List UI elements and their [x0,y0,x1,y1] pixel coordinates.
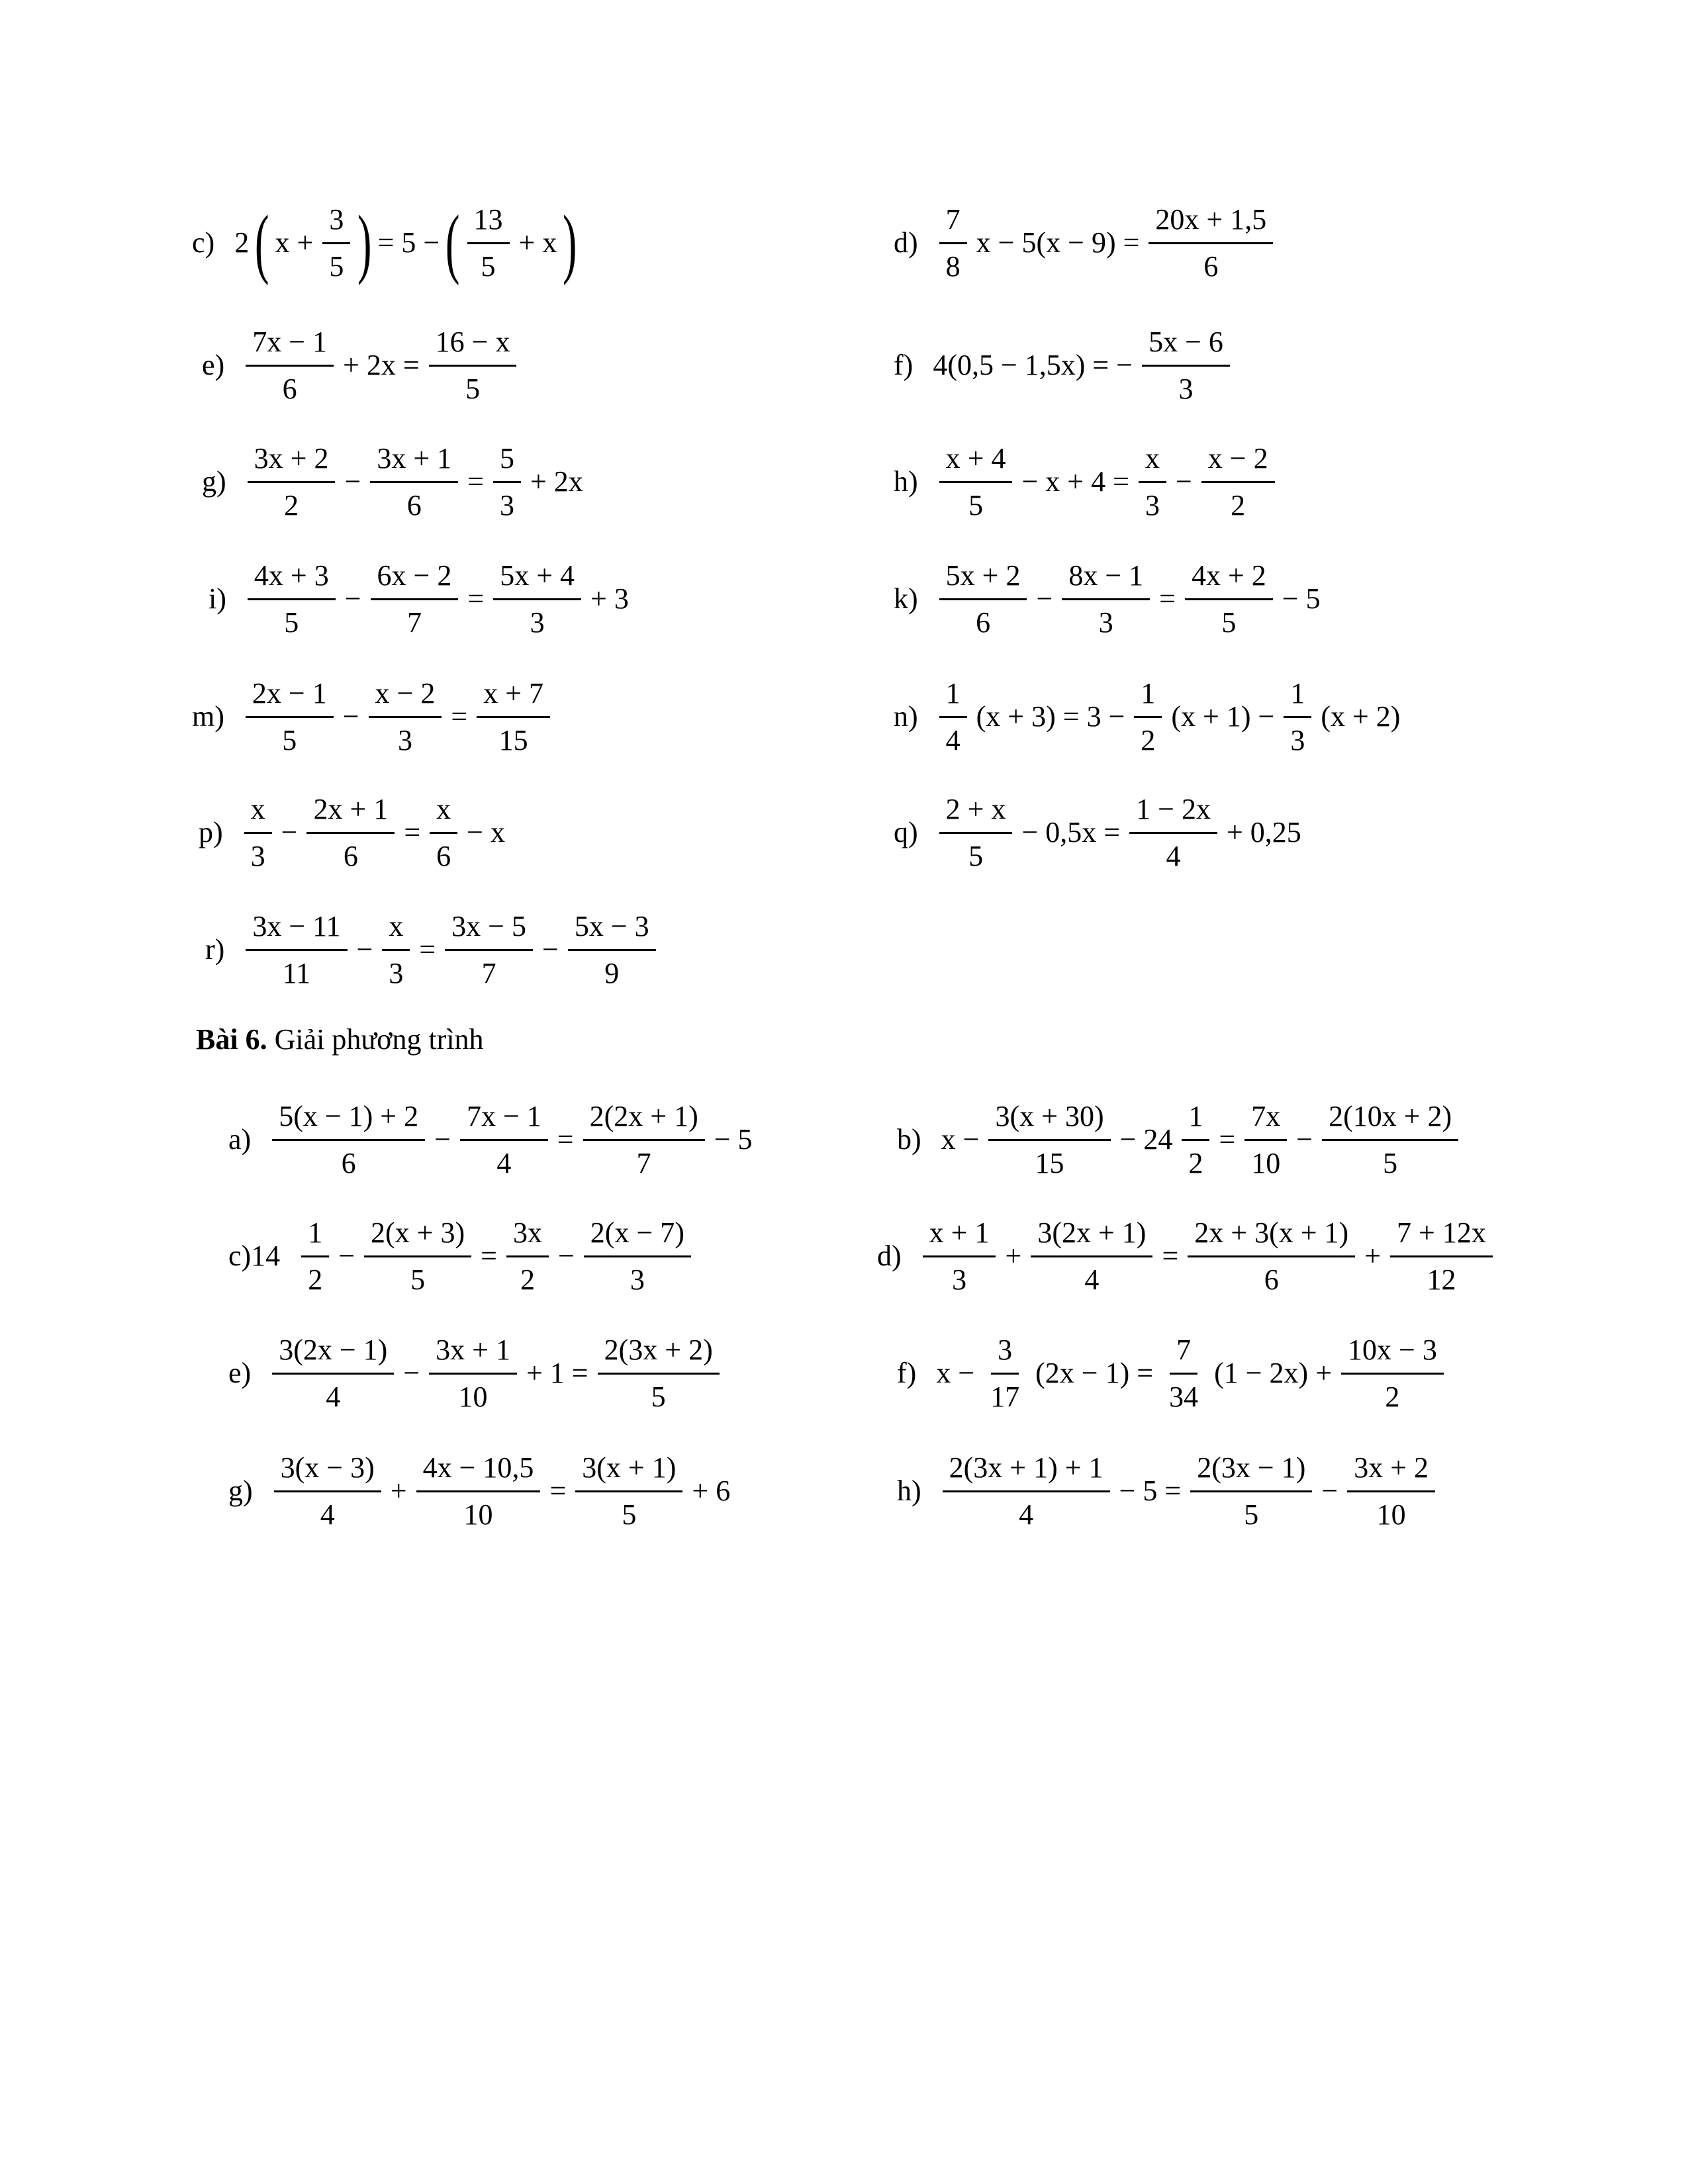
expression-text: − 5 [1282,582,1321,615]
fraction [1347,1453,1435,1529]
fraction-denominator: 2 [284,488,299,522]
exercise-6-equation-c [228,1210,696,1302]
fraction-numerator: 1 [1182,1102,1209,1141]
fraction-numerator: x − 2 [369,679,442,718]
fraction [1062,561,1150,637]
fraction-numerator: 2(10x + 2) [1322,1102,1458,1141]
fraction [301,1218,329,1295]
fraction-numerator: x [244,795,272,834]
equation-label: a) [228,1123,252,1156]
fraction-denominator: 5 [968,839,984,872]
fraction-numerator: x + 7 [477,679,550,718]
expression-text: − [403,1357,420,1389]
expression-text: (2x − 1) = [1035,1357,1154,1389]
equation-label: d) [894,226,918,259]
fraction [598,1333,720,1413]
expression-text: = [404,816,421,848]
fraction [943,1453,1110,1529]
expression-text: = [1162,1240,1179,1272]
fraction-denominator: 5 [282,723,297,756]
fraction-numerator: 1 [1284,679,1311,718]
expression-text: = [419,933,436,966]
fraction-numerator: 3x + 1 [429,1336,517,1375]
exercise-6-equation-e [228,1327,725,1420]
exercise-6-instruction: Giải phương trình [267,1023,484,1056]
expression-text: 2 [234,226,250,259]
fraction-denominator: 5 [465,372,481,405]
fraction-denominator: 3 [1290,723,1305,756]
fraction-denominator: 10 [1376,1498,1406,1531]
fraction [248,561,336,637]
exercise-5-equation-i [209,553,633,645]
expression-text: − 24 [1119,1123,1173,1156]
fraction-numerator: 3(x + 30) [988,1102,1110,1141]
exercise-6-equation-d [877,1210,1498,1302]
exercise-6-equation-b [897,1093,1464,1186]
fraction-numerator: 3x − 5 [445,912,533,951]
fraction [382,909,410,989]
fraction [274,1453,381,1529]
fraction-numerator: 4x − 10,5 [416,1453,541,1492]
fraction [477,676,550,756]
fraction [1134,676,1162,756]
expression-text: = [1219,1123,1236,1156]
fraction [364,1218,471,1295]
fraction-numerator: 3x − 11 [246,912,347,951]
fraction-numerator: x − 2 [1201,444,1275,483]
fraction-numerator: x [430,795,457,834]
exercise-5-equation-m [192,670,555,763]
expression-text: + x [518,226,557,259]
fraction [939,792,1013,872]
expression-text: + [1005,1240,1022,1272]
expression-text: − [356,933,373,966]
expression-text: 4(0,5 − 1,5x) = − [933,349,1133,381]
fraction [1201,441,1275,522]
fraction [939,676,967,756]
parenthesis: ( [445,199,460,286]
fraction [429,1333,517,1413]
exercise-6-heading [196,1023,484,1056]
fraction [246,909,347,989]
fraction [1139,441,1166,522]
fraction-denominator: 5 [622,1498,637,1531]
fraction-denominator: 3 [1098,606,1113,639]
fraction-numerator: 20x + 1,5 [1149,205,1273,244]
exercise-5-equation-f [894,319,1235,412]
fraction [430,792,457,872]
fraction-denominator: 3 [397,723,412,756]
fraction-numerator: 7x − 1 [460,1102,548,1141]
expression-text: (x + 1) − [1171,700,1275,733]
fraction-numerator: 3x + 2 [248,444,336,483]
fraction-denominator: 9 [604,956,620,989]
expression-text: x − [941,1123,980,1156]
fraction-denominator: 4 [1166,839,1181,872]
fraction-numerator: 6x − 2 [371,561,459,600]
fraction [575,1453,682,1529]
expression-text: x + [275,226,314,259]
expression-text: (1 − 2x) + [1214,1357,1333,1389]
fraction-numerator: 3(x + 1) [575,1453,682,1492]
fraction [1190,1453,1312,1529]
exercise-5-equation-k [894,553,1325,645]
exercise-5-equation-e [202,319,522,412]
expression-text: = [467,465,484,498]
fraction-numerator: 5x + 4 [493,561,581,600]
fraction-denominator: 6 [343,839,358,872]
exercise-6-equation-f [897,1327,1449,1420]
expression-text: = [467,582,485,615]
expression-text: x − 5(x − 9) = [976,226,1140,259]
fraction [467,205,510,281]
fraction-numerator: 7 + 12x [1390,1218,1493,1257]
fraction-denominator: 7 [481,956,496,989]
fraction [923,1218,996,1295]
fraction [1149,205,1273,281]
fraction [1142,325,1230,405]
fraction-denominator: 11 [282,956,311,989]
fraction [244,792,272,872]
equation-label: n) [894,700,918,733]
fraction-denominator: 6 [406,488,422,522]
fraction [568,909,656,989]
fraction-numerator: 3 [991,1336,1019,1375]
expression-text: = 5 − [377,226,440,259]
fraction [1185,561,1273,637]
expression-text: − [1321,1475,1338,1507]
fraction-denominator: 4 [320,1498,335,1531]
exercise-5-equation-r [205,903,661,996]
fraction [1188,1218,1355,1295]
fraction-numerator: 3(2x + 1) [1031,1218,1152,1257]
fraction-numerator: 2(x + 3) [364,1218,471,1257]
fraction-denominator: 4 [1084,1263,1100,1296]
fraction [939,561,1027,637]
fraction-denominator: 2 [308,1263,323,1296]
equation-label: k) [894,582,918,615]
equation-label: r) [205,933,225,966]
exercise-5-equation-q [894,786,1305,879]
expression-text: − 5 = [1119,1475,1182,1507]
fraction-denominator: 2 [1188,1146,1203,1179]
fraction-numerator: 7x [1244,1102,1287,1141]
fraction [369,676,442,756]
fraction-denominator: 3 [1145,488,1160,522]
fraction [939,205,967,281]
exercise-5-equation-n [894,670,1404,763]
equation-label: e) [202,349,225,381]
fraction-denominator: 3 [250,839,265,872]
fraction-numerator: 5x − 3 [568,912,656,951]
exercise-6-equation-g [228,1445,734,1537]
fraction-numerator: 2x + 1 [306,795,395,834]
fraction-denominator: 3 [952,1263,967,1296]
fraction-denominator: 2 [520,1263,535,1296]
expression-text: − [338,1240,355,1272]
fraction-denominator: 5 [329,250,344,283]
equation-label: c) [192,226,215,259]
fraction [493,441,521,522]
fraction-denominator: 2 [1141,723,1156,756]
fraction-numerator: x [382,912,410,951]
fraction-numerator: 1 [301,1218,329,1257]
fraction-denominator: 10 [463,1498,493,1531]
fraction-numerator: 5(x − 1) + 2 [272,1102,425,1141]
fraction-numerator: 5x + 2 [939,561,1027,600]
fraction-denominator: 34 [1169,1380,1199,1413]
parenthesis: ( [255,199,269,286]
fraction [1182,1099,1209,1179]
expression-text: + [1364,1240,1382,1272]
fraction-denominator: 5 [1244,1498,1259,1531]
fraction [1129,792,1217,872]
fraction [1322,1099,1458,1179]
fraction [988,1099,1110,1179]
fraction-denominator: 5 [284,606,299,639]
equation-label: c)14 [228,1240,281,1272]
expression-text: − [1175,465,1192,498]
fraction-denominator: 7 [406,606,422,639]
fraction-numerator: 13 [467,205,510,244]
fraction-numerator: 2(2x + 1) [583,1102,705,1141]
fraction-numerator: 2x + 3(x + 1) [1188,1218,1355,1257]
fraction-numerator: x [1139,444,1166,483]
fraction-denominator: 5 [968,488,984,522]
fraction-denominator: 12 [1427,1263,1456,1296]
expression-text: − 0,5x = [1021,816,1121,848]
equation-label: f) [894,349,914,381]
expression-text: − x [467,816,505,848]
fraction [322,205,350,281]
fraction-denominator: 5 [1383,1146,1398,1179]
fraction-denominator: 2 [1231,488,1246,522]
expression-text: − [344,465,361,498]
expression-text: − x + 4 = [1021,465,1129,498]
fraction-denominator: 7 [636,1146,651,1179]
equation-label: q) [894,816,918,848]
fraction-numerator: 2 + x [939,795,1013,834]
expression-text: = [481,1240,497,1272]
fraction-numerator: 2x − 1 [246,679,334,718]
fraction-denominator: 6 [282,372,297,405]
fraction-numerator: 1 − 2x [1129,795,1217,834]
fraction-denominator: 3 [1178,372,1194,405]
fraction-denominator: 6 [976,606,991,639]
fraction-denominator: 6 [341,1146,356,1179]
expression-text: + 2x [530,465,583,498]
exercise-6-equation-a [228,1093,757,1186]
fraction [1244,1099,1287,1179]
fraction-numerator: 2(3x + 1) + 1 [943,1453,1110,1492]
fraction-denominator: 5 [1221,606,1237,639]
fraction-denominator: 4 [326,1380,341,1413]
fraction [371,561,459,637]
fraction-denominator: 15 [498,723,528,756]
fraction [248,441,336,522]
fraction-denominator: 5 [481,250,496,283]
fraction [583,1099,705,1179]
fraction [939,441,1013,522]
fraction-denominator: 3 [530,606,545,639]
fraction-denominator: 3 [630,1263,645,1296]
equation-label: h) [894,465,918,498]
expression-text: + 0,25 [1226,816,1301,848]
expression-text: + 2x = [343,349,420,381]
equation-label: e) [228,1357,252,1389]
fraction-denominator: 10 [458,1380,488,1413]
fraction-denominator: 3 [499,488,514,522]
fraction-numerator: x + 1 [923,1218,996,1257]
equation-label: m) [192,700,224,733]
exercise-5-equation-g [202,435,587,528]
fraction-denominator: 4 [1019,1498,1034,1531]
expression-text: − [1036,582,1053,615]
fraction [506,1218,549,1295]
fraction-denominator: 10 [1251,1146,1281,1179]
expression-text: − [281,816,298,848]
fraction [306,792,395,872]
fraction-denominator: 17 [990,1380,1020,1413]
fraction-numerator: 4x + 3 [248,561,336,600]
fraction-numerator: 1 [939,679,967,718]
exercise-6-number: Bài 6. [196,1023,267,1056]
fraction [493,561,581,637]
fraction-denominator: 6 [436,839,451,872]
fraction-denominator: 2 [1385,1380,1400,1413]
fraction [370,441,458,522]
fraction-numerator: 2(3x − 1) [1190,1453,1312,1492]
fraction-numerator: 7 [939,205,967,244]
expression-text: − 5 [714,1123,753,1156]
parenthesis: ) [357,199,372,286]
fraction-numerator: 10x − 3 [1341,1336,1444,1375]
fraction-denominator: 5 [651,1380,666,1413]
expression-text: − [1296,1123,1313,1156]
fraction-numerator: 3x + 1 [370,444,458,483]
fraction [272,1099,425,1179]
fraction [1284,676,1311,756]
fraction-denominator: 15 [1035,1146,1064,1179]
equation-label: g) [202,465,226,498]
fraction-numerator: 3x [506,1218,549,1257]
fraction-numerator: 5x − 6 [1142,328,1230,367]
equation-label: h) [897,1475,921,1507]
equation-label: g) [228,1475,253,1507]
fraction-numerator: 3x + 2 [1347,1453,1435,1492]
fraction-numerator: 1 [1134,679,1162,718]
fraction-numerator: 7 [1170,1336,1197,1375]
fraction [445,909,533,989]
fraction [460,1099,548,1179]
fraction [1390,1218,1493,1295]
expression-text: − [344,582,361,615]
expression-text: = [451,700,468,733]
fraction-numerator: 2(x − 7) [584,1218,691,1257]
exercise-5-equation-c [192,197,579,289]
fraction-denominator: 8 [945,250,961,283]
expression-text: = [557,1123,574,1156]
fraction [246,676,334,756]
fraction [246,325,334,405]
exercise-5-equation-d [894,197,1278,289]
fraction-denominator: 6 [1264,1263,1279,1296]
fraction-numerator: 5 [493,444,521,483]
expression-text: − [342,700,359,733]
expression-text: − [434,1123,451,1156]
equation-label: p) [199,816,223,848]
fraction [584,1218,691,1295]
fraction-numerator: 3 [322,205,350,244]
fraction-denominator: 3 [389,956,404,989]
fraction-denominator: 4 [945,723,961,756]
expression-text: + 3 [590,582,629,615]
parenthesis: ) [563,199,577,286]
fraction [272,1333,394,1413]
fraction [1341,1333,1444,1413]
exercise-5-equation-h [894,435,1280,528]
fraction-numerator: 3(2x − 1) [272,1336,394,1375]
equation-label: f) [897,1357,917,1389]
expression-text: = [549,1475,567,1507]
expression-text: = [1159,582,1176,615]
expression-text: x − [936,1357,975,1389]
expression-text: − [541,933,559,966]
fraction [1031,1218,1152,1295]
fraction-numerator: 4x + 2 [1185,561,1273,600]
expression-text: − [557,1240,575,1272]
fraction-numerator: 8x − 1 [1062,561,1150,600]
equation-label: d) [877,1240,902,1272]
fraction-numerator: 7x − 1 [246,328,334,367]
equation-label: i) [209,582,226,615]
fraction [416,1453,541,1529]
fraction-numerator: 3(x − 3) [274,1453,381,1492]
fraction-numerator: 2(3x + 2) [598,1336,720,1375]
fraction-denominator: 5 [410,1263,426,1296]
expression-text: + [390,1475,407,1507]
equation-label: b) [897,1123,921,1156]
fraction-numerator: x + 4 [939,444,1013,483]
exercise-5-equation-p [199,786,509,879]
expression-text: + 1 = [526,1357,588,1389]
expression-text: (x + 2) [1321,700,1401,733]
exercise-6-equation-h [897,1445,1440,1537]
fraction-denominator: 4 [496,1146,512,1179]
fraction [1162,1333,1205,1413]
fraction [984,1333,1026,1413]
fraction [429,325,517,405]
expression-text: (x + 3) = 3 − [976,700,1125,733]
fraction-denominator: 6 [1203,250,1219,283]
fraction-numerator: 16 − x [429,328,517,367]
expression-text: + 6 [692,1475,731,1507]
